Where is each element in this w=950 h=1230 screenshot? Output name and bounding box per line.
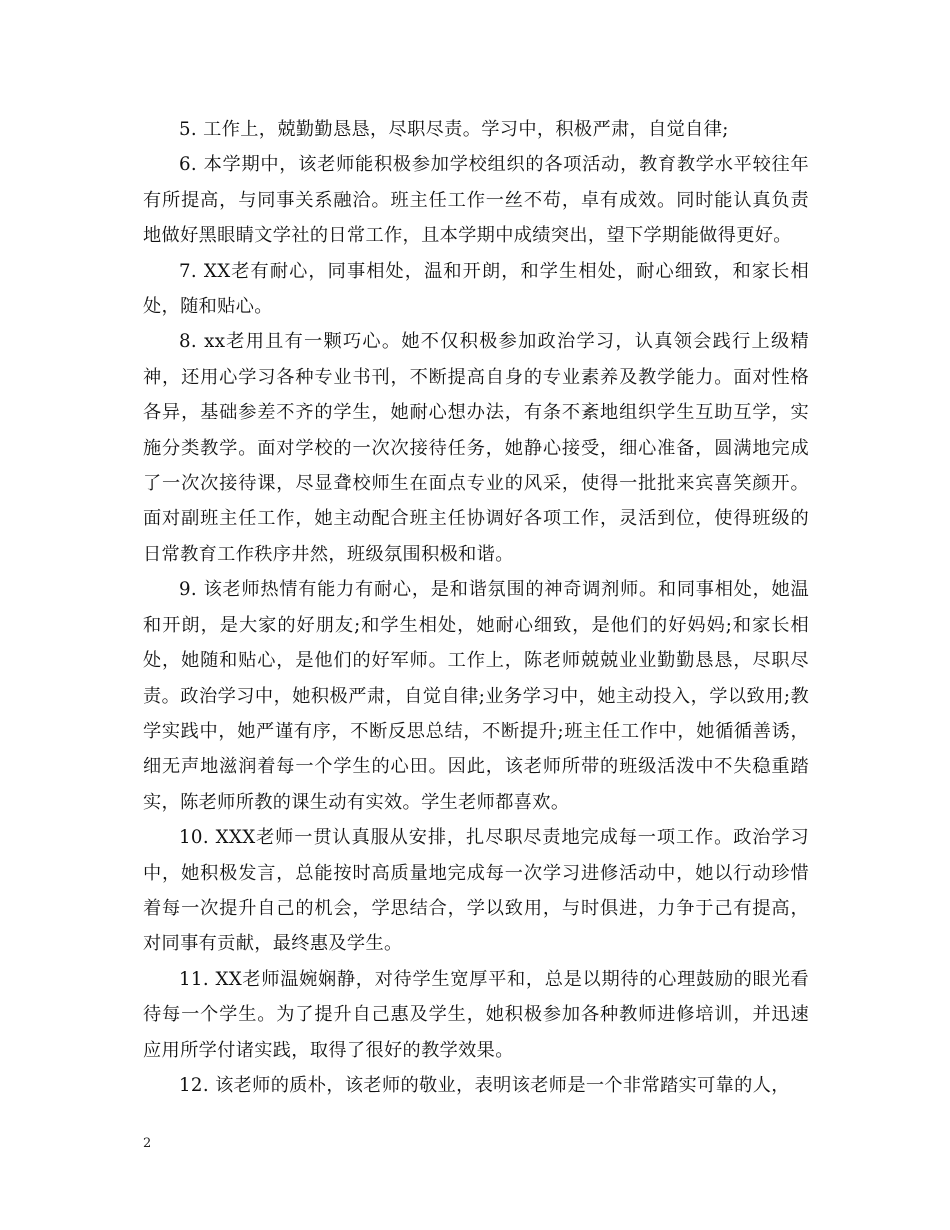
paragraph-6: 6. 本学期中，该老师能积极参加学校组织的各项活动，教育教学水平较往年有所提高，与同事关系融洽。班主任工作一丝不苟，卓有成效。同时能认真负责地做好黑眼睛文学社的日常工作，且本学期中成绩突出，望下学期能做得更好。	[143, 154, 809, 247]
paragraph-5: 5. 工作上，兢勤勤恳恳，尽职尽责。学习中，积极严肃，自觉自律;	[179, 119, 729, 140]
paragraph-8: 8. xx老用且有一颗巧心。她不仅积极参加政治学习，认真领会践行上级精神，还用心学习各种专业书刊，不断提高自身的专业素养及教学能力。面对性格各异，基础参差不齐的学生，她耐心想办法，有条不紊地组织学生互助互学，实施分类教学。面对学校的一次次接待任务，她静心接受，细心准备，圆满地完成了一次次接待课，尽显聋校师生在面点专业的风采，使得一批批来宾喜笑颜开。面对副班主任工作，她主动配合班主任协调好各项工作，灵活到位，使得班级的日常教育工作秩序井然，班级氛围积极和谐。	[143, 331, 809, 565]
paragraph-12: 12. 该老师的质朴，该老师的敬业，表明该老师是一个非常踏实可靠的人，	[179, 1074, 790, 1096]
document-body	[143, 112, 809, 1103]
paragraph-10: 10. XXX老师一贯认真服从安排，扎尽职尽责地完成每一项工作。政治学习中，她积极发言，总能按时高质量地完成每一次学习进修活动中，她以行动珍惜着每一次提升自己的机会，学思结合，学以致用，与时俱进，力争于己有提高，对同事有贡献，最终惠及学生。	[143, 827, 809, 955]
paragraph-9: 9. 该老师热情有能力有耐心，是和谐氛围的神奇调剂师。和同事相处，她温和开朗，是大家的好朋友;和学生相处，她耐心细致，是他们的好妈妈;和家长相处，她随和贴心，是他们的好军师。工作上，陈老师兢兢业业勤勤恳恳，尽职尽责。政治学习中，她积极严肃，自觉自律;业务学习中，她主动投入，学以致用;教学实践中，她严谨有序，不断反思总结，不断提升;班主任工作中，她循循善诱，细无声地滋润着每一个学生的心田。因此，该老师所带的班级活泼中不失稳重踏实，陈老师所教的课生动有实效。学生老师都喜欢。	[143, 579, 809, 813]
paragraph-11: 11. XX老师温婉娴静，对待学生宽厚平和，总是以期待的心理鼓励的眼光看待每一个学生。为了提升自己惠及学生，她积极参加各种教师进修培训，并迅速应用所学付诸实践，取得了很好的教学效果。	[143, 968, 809, 1061]
paragraph-7: 7. XX老有耐心，同事相处，温和开朗，和学生相处，耐心细致，和家长相处，随和贴心。	[143, 260, 809, 318]
page-number: 2	[143, 1136, 152, 1151]
